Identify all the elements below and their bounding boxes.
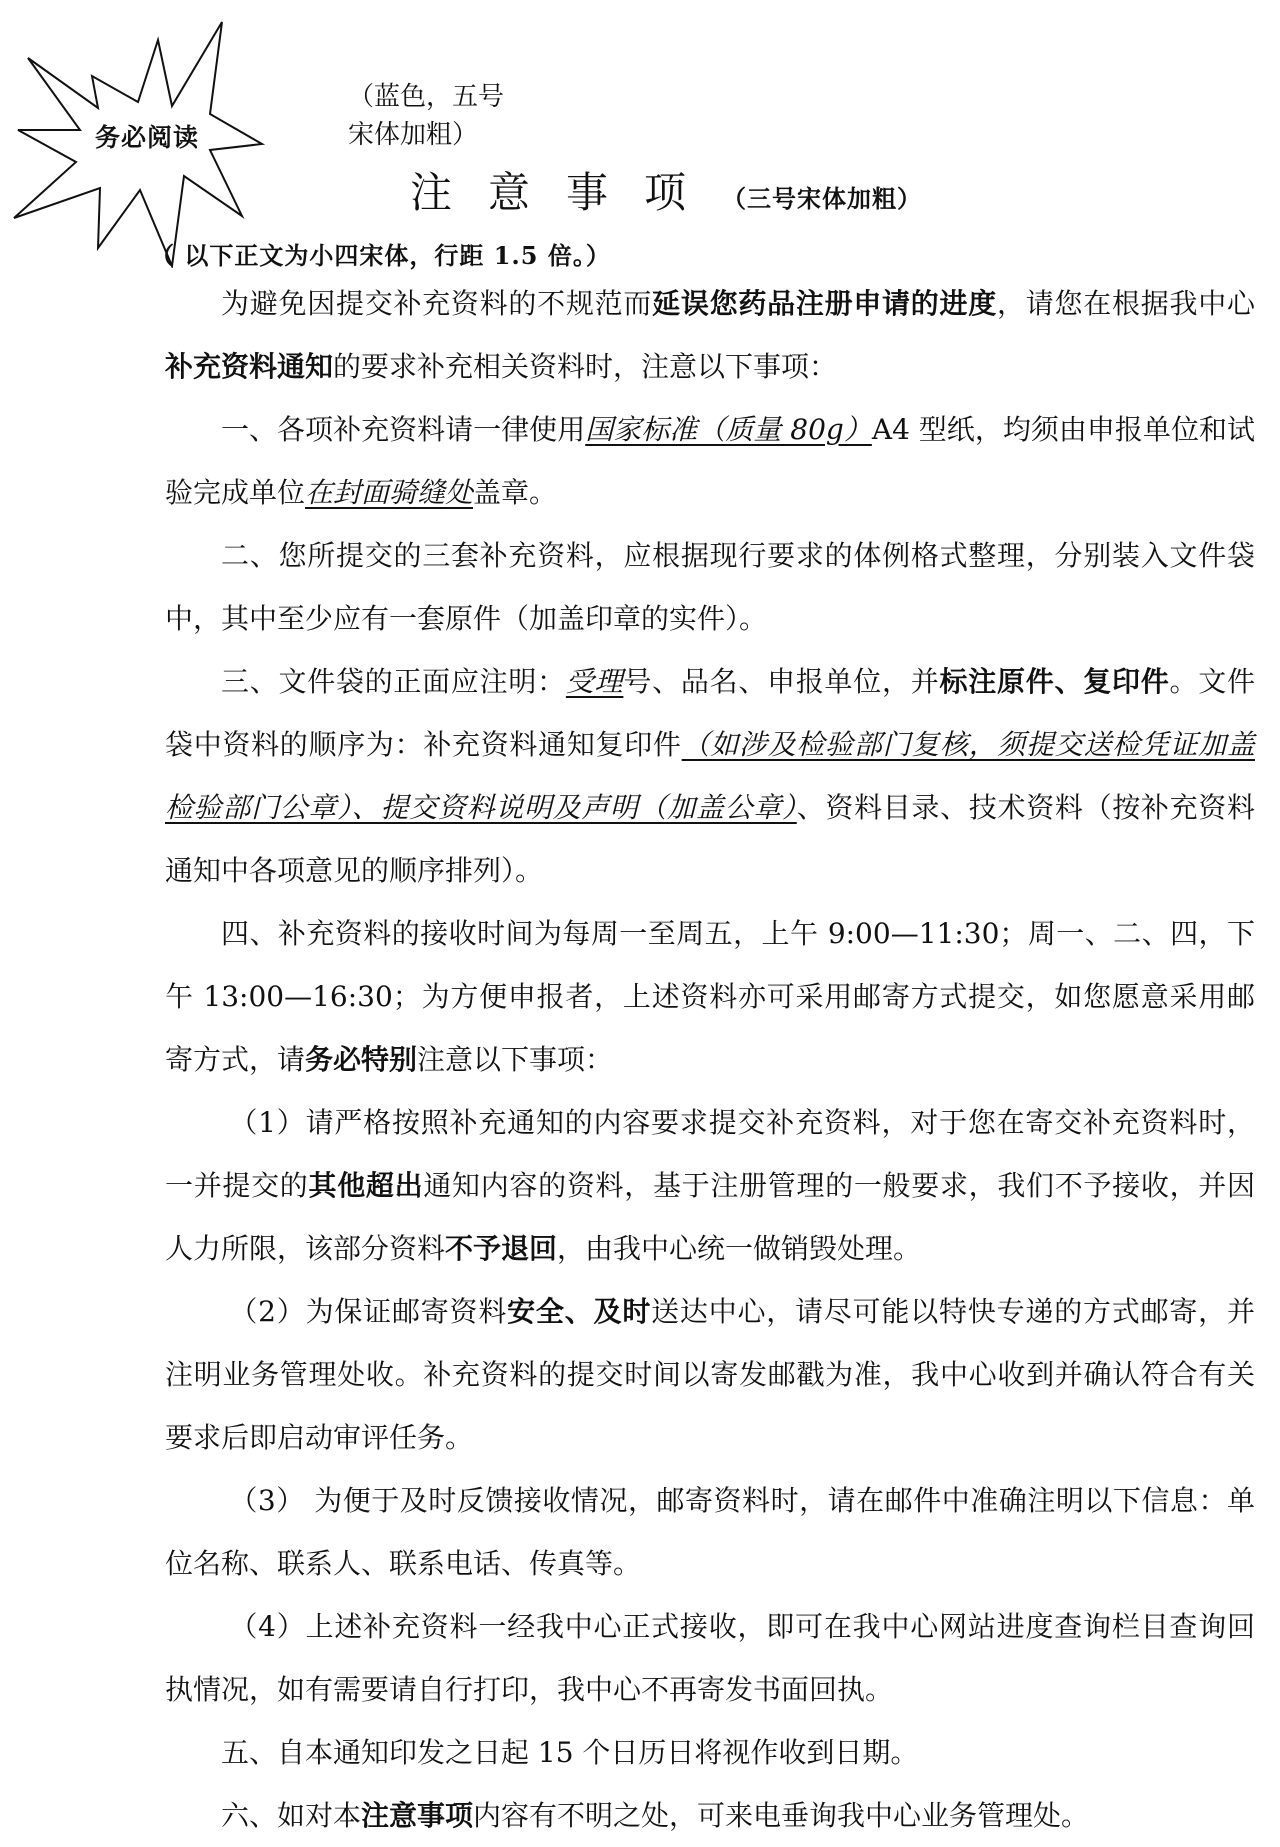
- paragraph-item-3: [165, 650, 1255, 902]
- text: 为避免因提交补充资料的不规范而: [221, 287, 653, 320]
- paragraph-item-6: [165, 1784, 1255, 1847]
- paragraph-sub-3: [165, 1469, 1255, 1595]
- paragraph-item-4: [165, 902, 1255, 1091]
- text: 一、各项补充资料请一律使用: [221, 413, 586, 446]
- text: 注意以下事项：: [417, 1043, 614, 1076]
- body-format-note: （ 以下正文为小四宋体，行距 1.5 倍。）: [150, 241, 611, 270]
- text: 四、补充资料的接收时间为每周一至周五，上午 9:00—11:30；周一、二、四，下午 13:00—16:30；为方便申报者，上述资料亦可采用邮寄方式提交，如您愿意采用邮寄方式，请: [165, 917, 1255, 1076]
- document-body: [165, 272, 1255, 1847]
- bold-text: 标注原件、复印件: [939, 665, 1170, 698]
- text: 、资料目录、技术资料（按补充资料通知中各项意见的顺序排列）。: [165, 791, 1255, 887]
- italic-underlined-text: 受理: [565, 665, 624, 698]
- text: 六、如对本: [221, 1799, 362, 1832]
- page-title: 注意事项: [410, 168, 723, 217]
- text: 送达中心，请尽可能以特快专递的方式邮寄，并注明业务管理处收。补充资料的提交时间以寄发邮戳为准，我中心收到并确认符合有关要求后即启动审评任务。: [165, 1295, 1255, 1454]
- paragraph-sub-1: [165, 1091, 1255, 1280]
- text: 。文件袋中资料的顺序为：补充资料通知复印件: [165, 665, 1255, 761]
- format-note-line-2: 宋体加粗）: [348, 120, 479, 150]
- text: 二、您所提交的三套补充资料，应根据现行要求的体例格式整理，分别装入文件袋中，其中至少应有一套原件（加盖印章的实件）。: [165, 539, 1255, 635]
- bold-text: 务必特别: [305, 1043, 418, 1076]
- text: 三、文件袋的正面应注明：: [221, 665, 566, 698]
- italic-underlined-text: （如涉及检验部门复核，须提交送检凭证加盖检验部门公章）、提交资料说明及声明（加盖公章）: [165, 728, 1255, 824]
- text: （1）请严格按照补充通知的内容要求提交补充资料，对于您在寄交补充资料时，一并提交的: [165, 1106, 1255, 1202]
- italic-underlined-text: 国家标准（质量 80g）: [585, 413, 872, 446]
- text: （3） 为便于及时反馈接收情况，邮寄资料时，请在邮件中准确注明以下信息：单位名称、联系人、联系电话、传真等。: [165, 1484, 1255, 1580]
- paragraph-sub-4: [165, 1595, 1255, 1721]
- bold-text: 不予退回: [445, 1232, 558, 1265]
- title-row: [410, 160, 922, 220]
- bold-text: 延误您药品注册申请的进度: [652, 287, 998, 320]
- text: ，由我中心统一做销毁处理。: [557, 1232, 922, 1265]
- title-format-note: （三号宋体加粗）: [722, 184, 923, 213]
- italic-underlined-text: 在封面骑缝处: [305, 476, 474, 509]
- text: 号、品名、申报单位，并: [623, 665, 940, 698]
- text: 内容有不明之处，可来电垂询我中心业务管理处。: [473, 1799, 1090, 1832]
- bold-text: 注意事项: [361, 1799, 474, 1832]
- paragraph-item-2: [165, 524, 1255, 650]
- text: （2）为保证邮寄资料: [229, 1295, 508, 1328]
- format-note-line-1: （蓝色，五号: [348, 82, 505, 112]
- text: 五、自本通知印发之日起 15 个日历日将视作收到日期。: [221, 1736, 919, 1769]
- format-note-blue: [348, 78, 504, 154]
- text: A4 型纸，均须由申报单位和试验完成单位: [165, 413, 1255, 509]
- bold-text: 安全、及时: [507, 1295, 652, 1328]
- paragraph-item-5: [165, 1721, 1255, 1784]
- paragraph-intro: [165, 272, 1255, 398]
- paragraph-sub-2: [165, 1280, 1255, 1469]
- text: 盖章。: [473, 476, 558, 509]
- text: ，请您在根据我中心: [997, 287, 1255, 320]
- must-read-label: 务必阅读: [95, 123, 200, 152]
- text: 的要求补充相关资料时，注意以下事项：: [333, 350, 838, 383]
- text: 通知内容的资料，基于注册管理的一般要求，我们不予接收，并因人力所限，该部分资料: [165, 1169, 1255, 1265]
- bold-text: 补充资料通知: [165, 350, 334, 383]
- text: （4）上述补充资料一经我中心正式接收，即可在我中心网站进度查询栏目查询回执情况，如有需要请自行打印，我中心不再寄发书面回执。: [165, 1610, 1255, 1706]
- paragraph-item-1: [165, 398, 1255, 524]
- bold-text: 其他超出: [308, 1169, 424, 1202]
